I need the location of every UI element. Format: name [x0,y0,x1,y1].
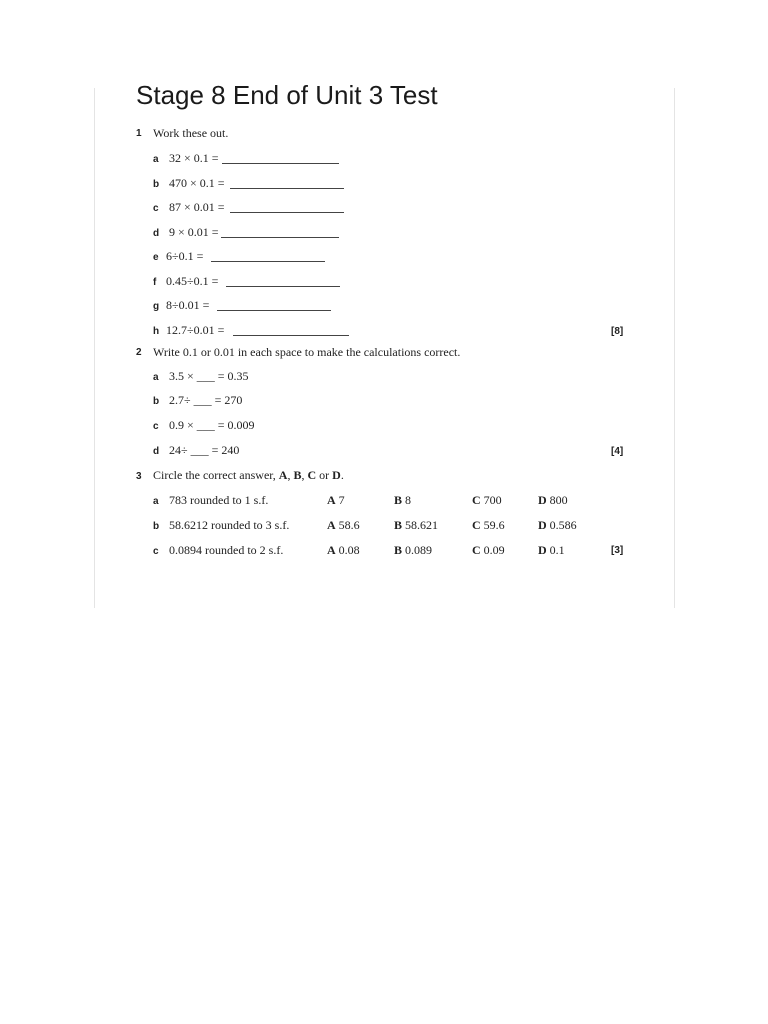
q1-part-g-answer-line[interactable] [217,310,331,311]
q1-part-a-question: 32 × 0.1 = [169,151,219,165]
q3c-option-b[interactable]: B 0.089 [394,543,433,557]
q1-part-d-question: 9 × 0.01 = [169,225,219,239]
q1-part-d-letter: d [153,228,160,239]
question-2-number: 2 [136,347,142,358]
q3c-option-c[interactable]: C 0.09 [472,543,505,557]
question-3-marks: [3] [611,545,624,556]
q3c-option-a[interactable]: A 0.08 [327,543,360,557]
question-1-number: 1 [136,128,142,139]
q1-part-g-letter: g [153,301,160,312]
q1-part-h-answer-line[interactable] [233,335,349,336]
q3a-option-c[interactable]: C 700 [472,493,502,507]
q3a-option-b[interactable]: B 8 [394,493,412,507]
q1-part-c-question: 87 × 0.01 = [169,200,225,214]
q1-part-a-answer-line[interactable] [222,163,339,164]
q3-part-a-question: 783 rounded to 1 s.f. [169,493,269,507]
q1-part-f-question: 0.45÷0.1 = [166,274,219,288]
question-2-marks: [4] [611,446,624,457]
q1-part-b-letter: b [153,179,160,190]
q3a-option-a[interactable]: A 7 [327,493,345,507]
q2-part-a-letter: a [153,372,159,383]
q1-part-f-letter: f [153,277,157,288]
q1-part-c-answer-line[interactable] [230,212,344,213]
q3a-option-d[interactable]: D 800 [538,493,568,507]
q3-part-b-question: 58.6212 rounded to 3 s.f. [169,518,290,532]
page-left-edge [94,88,95,608]
q1-part-h-letter: h [153,326,160,337]
q3b-option-a[interactable]: A 58.6 [327,518,360,532]
q1-part-a-letter: a [153,154,159,165]
q2-part-b-letter: b [153,396,160,407]
page-right-edge [674,88,675,608]
q1-part-e-letter: e [153,252,159,263]
question-2-text: Write 0.1 or 0.01 in each space to make the calculations correct. [153,345,461,359]
q1-part-c-letter: c [153,203,159,214]
question-1-marks: [8] [611,326,624,337]
q1-part-g-question: 8÷0.01 = [166,298,210,312]
q3c-option-d[interactable]: D 0.1 [538,543,565,557]
q2-part-d-letter: d [153,446,160,457]
q1-part-d-answer-line[interactable] [221,237,339,238]
q1-part-f-answer-line[interactable] [226,286,340,287]
page-title: Stage 8 End of Unit 3 Test [136,80,438,110]
q3b-option-d[interactable]: D 0.586 [538,518,577,532]
q2-part-a-question: 3.5 × ___ = 0.35 [169,369,249,383]
question-1-text: Work these out. [153,126,229,140]
q3-part-a-letter: a [153,496,159,507]
q1-part-e-question: 6÷0.1 = [166,249,204,263]
q1-part-h-question: 12.7÷0.01 = [166,323,225,337]
q2-part-c-letter: c [153,421,159,432]
q2-part-c-question: 0.9 × ___ = 0.009 [169,418,255,432]
q3-part-c-letter: c [153,546,159,557]
q1-part-b-question: 470 × 0.1 = [169,176,225,190]
q1-part-b-answer-line[interactable] [230,188,344,189]
q3b-option-c[interactable]: C 59.6 [472,518,505,532]
q3-part-b-letter: b [153,521,160,532]
q2-part-b-question: 2.7÷ ___ = 270 [169,393,243,407]
question-3-number: 3 [136,471,142,482]
q3-part-c-question: 0.0894 rounded to 2 s.f. [169,543,284,557]
q1-part-e-answer-line[interactable] [211,261,325,262]
q3b-option-b[interactable]: B 58.621 [394,518,439,532]
q2-part-d-question: 24÷ ___ = 240 [169,443,240,457]
question-3-text: Circle the correct answer, A, B, C or D. [153,468,344,482]
